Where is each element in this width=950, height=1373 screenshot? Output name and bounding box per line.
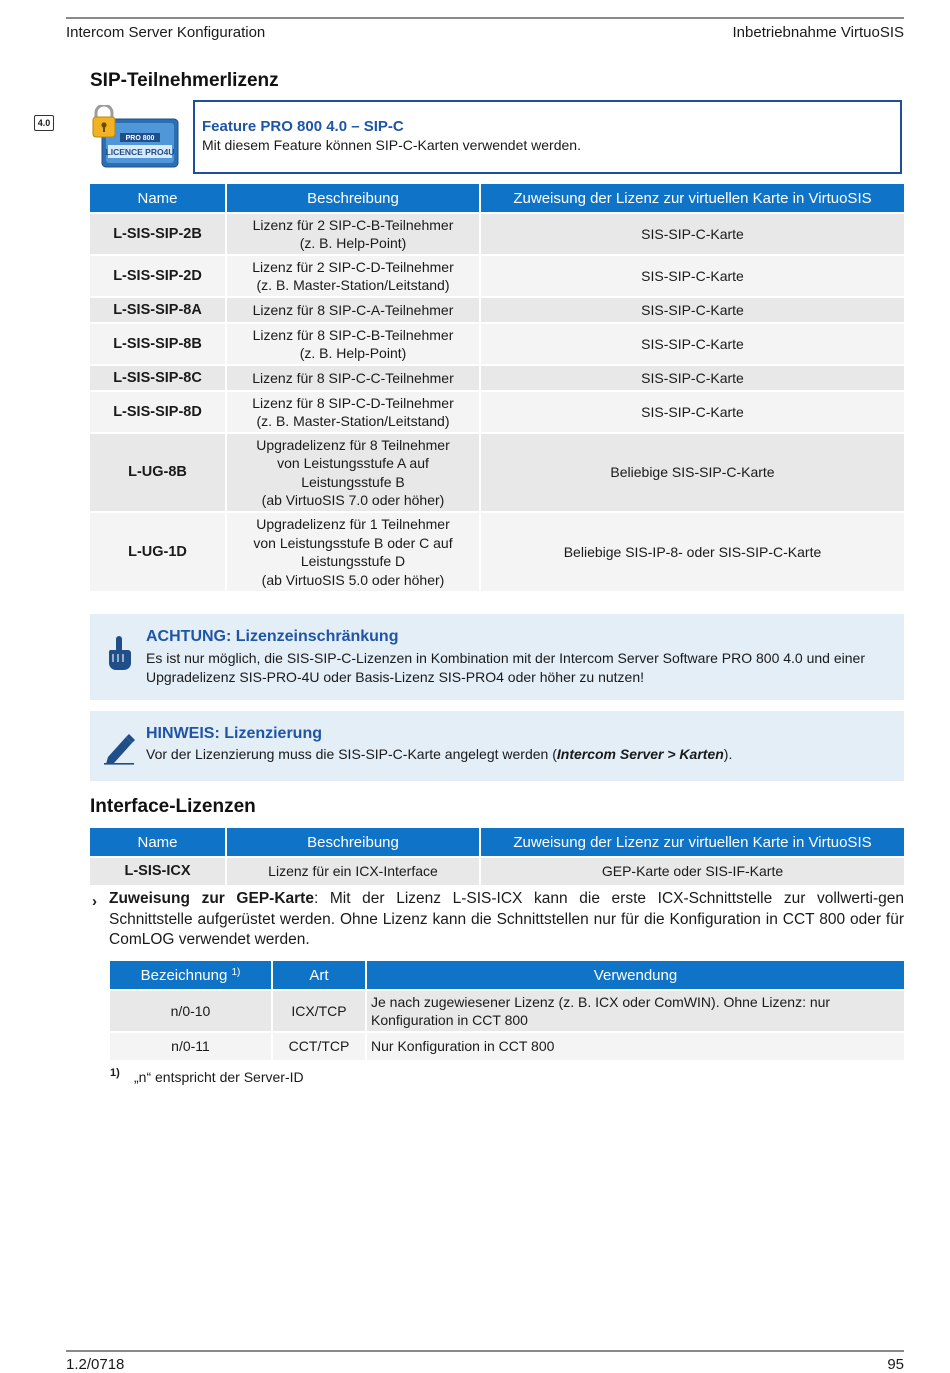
licence-assignment: GEP-Karte oder SIS-IF-Karte — [480, 857, 904, 885]
licence-description: Upgradelizenz für 1 Teilnehmer von Leistungsstufe B oder C auf Leistungsstufe D (ab VirtuoSIS 5.0 oder höher) — [226, 512, 480, 591]
interface-art: ICX/TCP — [272, 990, 366, 1032]
warning-text: Es ist nur möglich, die SIS-SIP-C-Lizenzen in Kombination mit der Intercom Server Software PRO 800 4.0 und einer Upgradelizenz SIS-PRO-4U oder Basis-Lizenz SIS-PRO4 oder höher zu nutzen! — [146, 650, 865, 685]
interface-verwendung: Je nach zugewiesener Lizenz (z. B. ICX oder ComWIN). Ohne Lizenz: nur Konfiguration in CCT 800 — [366, 990, 904, 1032]
licence-description: Lizenz für 8 SIP-C-A-Teilnehmer — [226, 297, 480, 323]
warning-title: ACHTUNG: Lizenzeinschränkung — [146, 628, 399, 645]
col-assign-header: Zuweisung der Lizenz zur virtuellen Karte in VirtuoSIS — [480, 184, 904, 213]
licence-name: L-UG-1D — [90, 512, 226, 591]
warning-notice — [90, 614, 904, 700]
licence-description: Lizenz für 8 SIP-C-B-Teilnehmer (z. B. Help-Point) — [226, 323, 480, 365]
licence-lock-icon — [92, 105, 180, 169]
footnote-text: „n“ entspricht der Server-ID — [134, 1069, 304, 1085]
hint-title: HINWEIS: Lizenzierung — [146, 725, 322, 742]
header-rule — [66, 17, 904, 19]
table-row — [90, 255, 904, 297]
licence-assignment: SIS-SIP-C-Karte — [480, 213, 904, 255]
licence-assignment: SIS-SIP-C-Karte — [480, 297, 904, 323]
interface-bezeichnung: n/0-11 — [110, 1032, 272, 1060]
sip-licence-table — [90, 184, 904, 591]
licence-assignment: SIS-SIP-C-Karte — [480, 391, 904, 433]
footnote-mark: 1) — [110, 1067, 120, 1079]
page-number: 95 — [887, 1356, 904, 1373]
licence-name: L-SIS-SIP-8B — [90, 323, 226, 365]
version-badge: 4.0 — [34, 115, 54, 131]
svg-text:LICENCE PRO4U: LICENCE PRO4U — [105, 147, 175, 157]
col-desc-header: Beschreibung — [226, 828, 480, 857]
licence-name: L-SIS-SIP-2B — [90, 213, 226, 255]
table-row — [90, 323, 904, 365]
licence-name: L-SIS-SIP-8C — [90, 365, 226, 391]
header-chapter: Intercom Server Konfiguration — [66, 24, 266, 41]
section-title-sip: SIP-Teilnehmerlizenz — [90, 70, 279, 91]
licence-assignment: Beliebige SIS-SIP-C-Karte — [480, 433, 904, 512]
feature-box — [193, 100, 902, 174]
col-assign-header: Zuweisung der Lizenz zur virtuellen Karte in VirtuoSIS — [480, 828, 904, 857]
table-row — [110, 1032, 904, 1060]
col-bezeichnung-header: Bezeichnung $^{1)}$ — [110, 961, 272, 990]
table-row — [90, 391, 904, 433]
licence-assignment: Beliebige SIS-IP-8- oder SIS-SIP-C-Karte — [480, 512, 904, 591]
licence-description: Lizenz für 2 SIP-C-B-Teilnehmer (z. B. Help-Point) — [226, 213, 480, 255]
footer-rule — [66, 1350, 904, 1352]
col-desc-header: Beschreibung — [226, 184, 480, 213]
section-title-interface: Interface-Lizenzen — [90, 796, 256, 817]
licence-name: L-SIS-SIP-8A — [90, 297, 226, 323]
interface-licence-table — [90, 828, 904, 885]
interface-verwendung: Nur Konfiguration in CCT 800 — [366, 1032, 904, 1060]
pencil-icon — [104, 731, 136, 770]
licence-description: Upgradelizenz für 8 Teilnehmer von Leistungsstufe A auf Leistungsstufe B (ab VirtuoSIS 7.0 oder höher) — [226, 433, 480, 512]
footer-version: 1.2/0718 — [66, 1356, 125, 1373]
col-verwendung-header: Verwendung — [366, 961, 904, 990]
table-row — [90, 512, 904, 591]
table-row — [90, 857, 904, 885]
hint-notice — [90, 711, 904, 781]
feature-title: Feature PRO 800 4.0 – SIP-C — [202, 118, 404, 135]
col-name-header: Name — [90, 828, 226, 857]
gep-assignment-paragraph: Zuweisung zur GEP-Karte: Mit der Lizenz L-SIS-ICX kann die erste ICX-Schnittstelle zur vollwerti-gen Schnittstelle aufgerüstet werden. Ohne Lizenz kann die Schnittstellen nur für die Konfiguration in CCT 800 oder für ComLOG verwendet werden. — [109, 890, 904, 948]
header-section: Inbetriebnahme VirtuoSIS — [732, 24, 904, 41]
hint-path: Intercom Server > Karten — [556, 746, 724, 762]
interface-bezeichnung: n/0-10 — [110, 990, 272, 1032]
licence-assignment: SIS-SIP-C-Karte — [480, 365, 904, 391]
licence-assignment: SIS-SIP-C-Karte — [480, 255, 904, 297]
table-row — [110, 990, 904, 1032]
interface-art: CCT/TCP — [272, 1032, 366, 1060]
table-row — [90, 433, 904, 512]
licence-description: Lizenz für ein ICX-Interface — [226, 857, 480, 885]
licence-description: Lizenz für 8 SIP-C-D-Teilnehmer (z. B. Master-Station/Leitstand) — [226, 391, 480, 433]
interface-table — [110, 961, 904, 1060]
licence-description: Lizenz für 8 SIP-C-C-Teilnehmer — [226, 365, 480, 391]
table-row — [90, 213, 904, 255]
licence-name: L-SIS-ICX — [90, 857, 226, 885]
hint-text: Vor der Lizenzierung muss die SIS-SIP-C-Karte angelegt werden (Intercom Server > Karten). — [146, 746, 733, 762]
pointing-hand-icon — [104, 634, 134, 679]
table-row — [90, 297, 904, 323]
col-name-header: Name — [90, 184, 226, 213]
licence-assignment: SIS-SIP-C-Karte — [480, 323, 904, 365]
licence-description: Lizenz für 2 SIP-C-D-Teilnehmer (z. B. Master-Station/Leitstand) — [226, 255, 480, 297]
licence-name: L-SIS-SIP-8D — [90, 391, 226, 433]
col-art-header: Art — [272, 961, 366, 990]
svg-text:PRO 800: PRO 800 — [125, 135, 155, 142]
table-row — [90, 365, 904, 391]
bullet-arrow-icon: › — [92, 893, 97, 910]
feature-text: Mit diesem Feature können SIP-C-Karten verwendet werden. — [202, 137, 581, 153]
licence-name: L-UG-8B — [90, 433, 226, 512]
licence-name: L-SIS-SIP-2D — [90, 255, 226, 297]
